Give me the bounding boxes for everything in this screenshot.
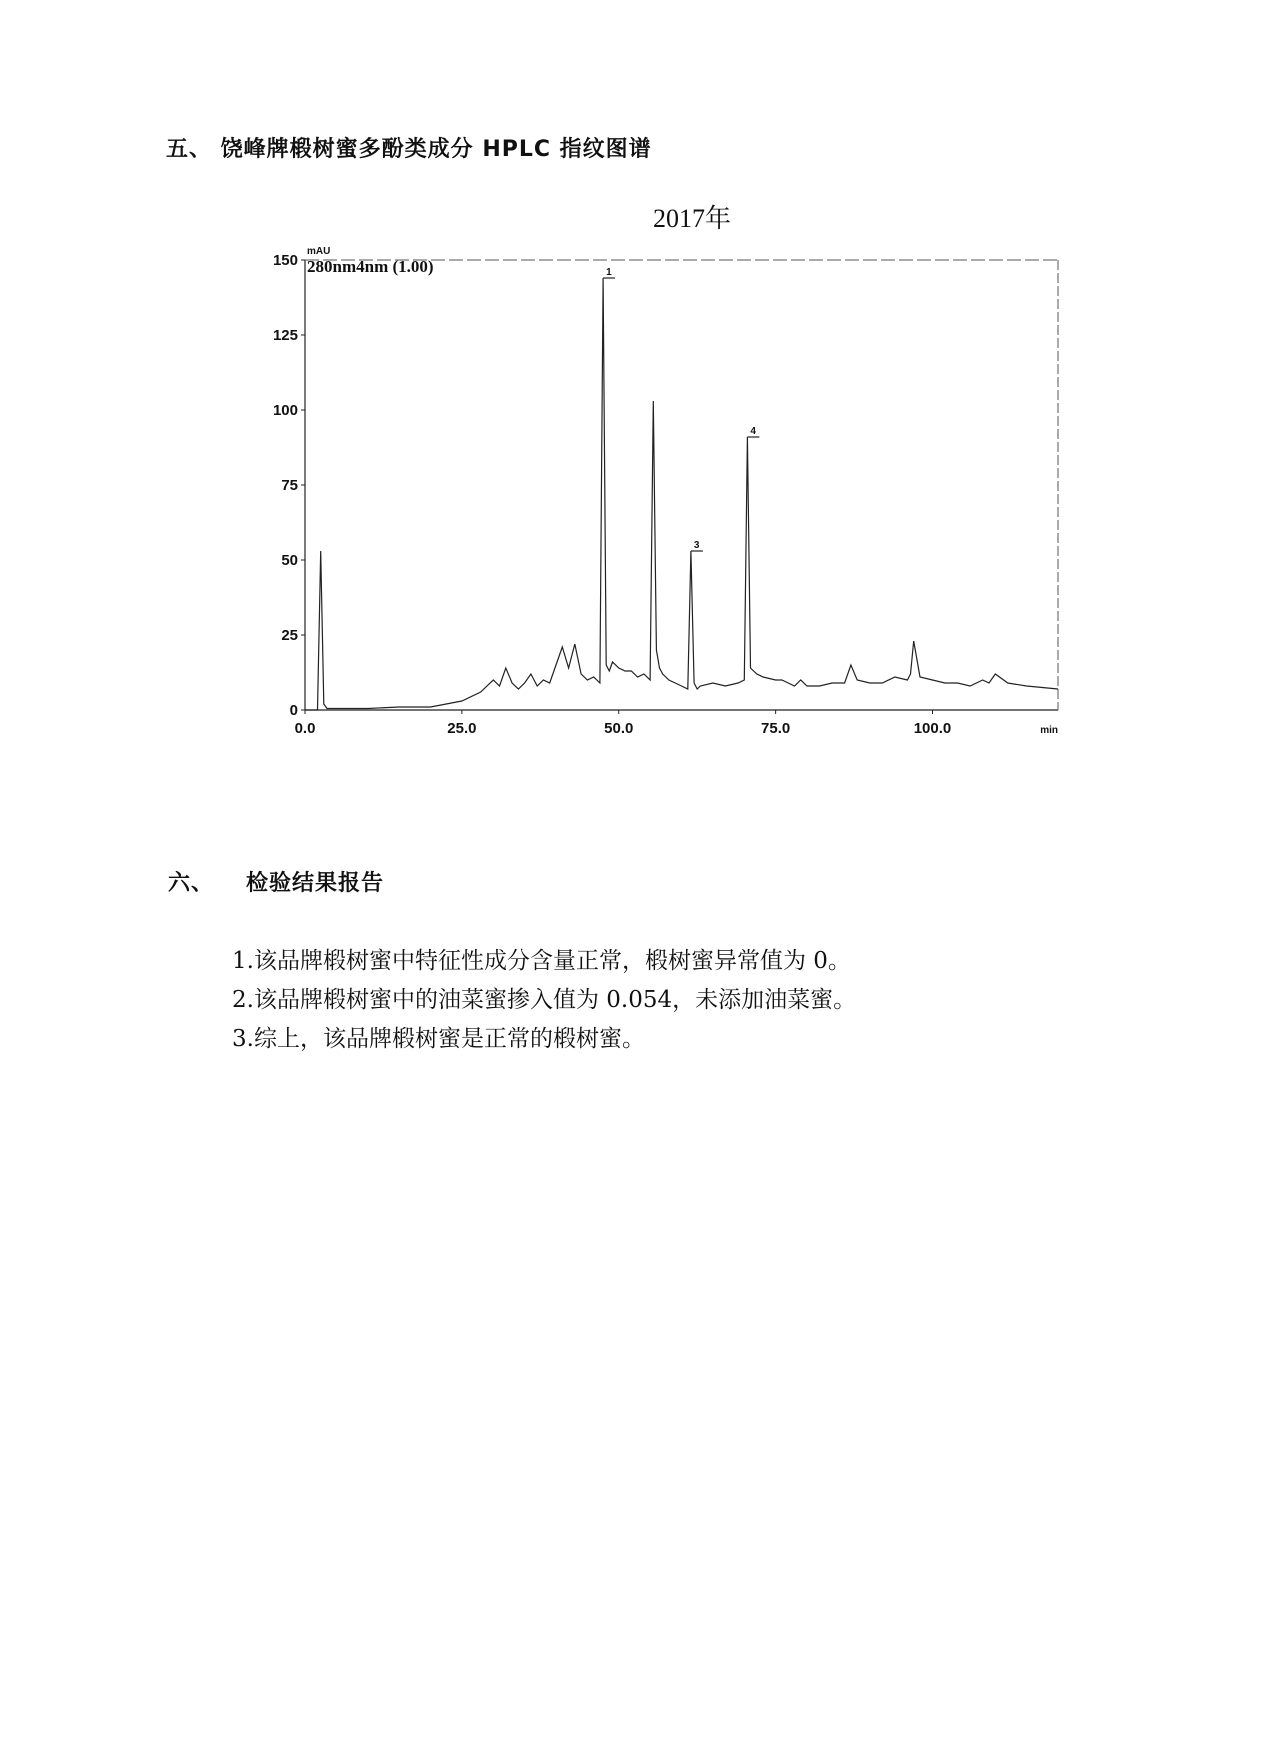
chart-frame [305,260,1058,710]
chart-title: 280nm4nm (1.00) [307,257,434,276]
x-tick-label: 100.0 [913,720,952,737]
finding-1: 1.该品牌椴树蜜中特征性成分含量正常，椴树蜜异常值为 0。 [232,948,851,974]
y-tick-label: 100 [272,402,298,419]
x-axis-ticks [295,710,952,737]
finding-2: 2.该品牌椴树蜜中的油菜蜜掺入值为 0.054，未添加油菜蜜。 [232,987,857,1013]
y-tick-label: 50 [281,552,298,569]
peak-label: 1 [606,267,612,278]
x-axis-label: min [1040,725,1058,736]
y-tick-label: 150 [272,252,298,269]
x-tick-label: 0.0 [294,720,316,737]
y-axis-ticks [273,252,305,719]
section-6-heading [168,866,384,897]
hplc-chromatogram [250,240,1070,760]
finding-3: 3.综上，该品牌椴树蜜是正常的椴树蜜。 [232,1026,645,1052]
y-tick-label: 75 [281,477,298,494]
chart-year-label: 2017年 [653,204,732,233]
x-tick-label: 25.0 [447,720,477,737]
y-tick-label: 25 [281,627,298,644]
section-6-number: 六、 [168,871,215,896]
peak-labels [603,267,759,551]
section-5-heading: 五、 饶峰牌椴树蜜多酚类成分 HPLC 指纹图谱 [166,137,652,162]
peak-label: 4 [750,426,756,437]
y-tick-label: 125 [272,327,298,344]
peak-label: 3 [693,540,700,551]
y-axis-label: mAU [307,246,331,257]
x-tick-label: 75.0 [761,720,791,737]
chromatogram-trace [305,278,1058,710]
x-tick-label: 50.0 [604,720,634,737]
findings-list [232,942,856,1059]
section-6-title: 检验结果报告 [246,871,385,896]
y-tick-label: 0 [289,702,298,719]
